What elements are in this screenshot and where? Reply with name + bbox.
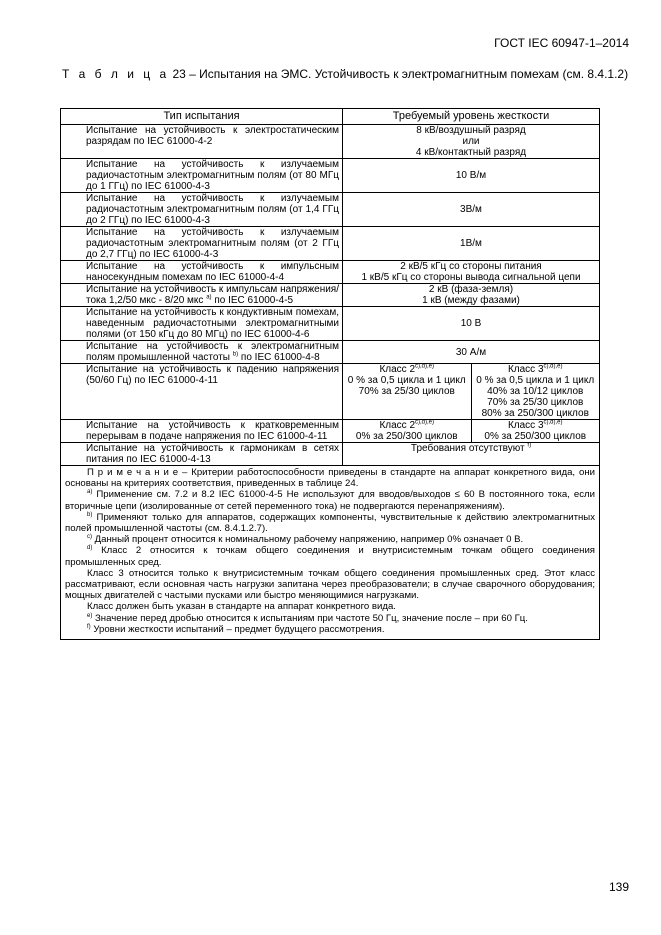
footnote	[65, 512, 595, 534]
test-text: Испытание на устойчивость к кондуктивным помехам, наведенным радиочастотными электромагнитными полями (от 150 кГц до 80 МГц) по IEC 61000-4-6	[86, 307, 339, 340]
test-type-cell	[61, 125, 343, 159]
test-description	[64, 420, 339, 442]
severity-cell	[343, 227, 600, 261]
severity-line: 8 кВ/воздушный разряд	[416, 125, 526, 136]
test-type-cell	[61, 284, 343, 307]
test-description	[64, 364, 339, 386]
severity-cell	[343, 261, 600, 284]
test-text: Испытание на устойчивость к электромагнитным полям промышленной частоты	[86, 341, 339, 363]
test-type-cell	[61, 307, 343, 341]
table-notes-row	[61, 466, 600, 640]
test-text: Испытание на устойчивость к излучаемым радиочастотным электромагнитным полям (от 2 ГГц до 2,7 ГГц) по IEC 61000-4-3	[86, 227, 339, 260]
class-title	[473, 420, 599, 431]
severity-line: 4 кВ/контактный разряд	[415, 147, 527, 158]
footnote-mark: c)	[87, 534, 92, 541]
footnote-text: Уровни жесткости испытаний – предмет будущего рассмотрения.	[93, 623, 385, 635]
interrupts-class3-cell	[471, 420, 600, 443]
severity-line: 0 % за 0,5 цикла и 1 цикл	[476, 375, 595, 386]
footnote	[65, 613, 595, 624]
footnote-mark: c),d),e)	[543, 419, 563, 426]
header-severity-level: Требуемый уровень жесткости	[343, 109, 600, 125]
test-text: Испытание на устойчивость к импульсным наносекундным помехам по IEC 61000-4-4	[86, 261, 339, 283]
class-title	[473, 364, 599, 375]
test-text: Испытание на устойчивость к падению напряжения (50/60 Гц) по IEC 61000-4-11	[86, 364, 339, 386]
table-row-harmonics	[61, 443, 600, 466]
severity-line: 30 А/м	[455, 346, 487, 358]
test-type-cell	[61, 261, 343, 284]
footnote-text: Применение см. 7.2 и 8.2 IEC 61000-4-5 Не используют для вводов/выходов ≤ 60 В постоянного тока, если вторичные цепи (изолированные от сетей переменного тока) не подвергаются перенапряжениям).	[65, 489, 595, 512]
footnote-mark: c),d),e)	[415, 363, 435, 370]
footnote	[65, 534, 595, 545]
severity-cell	[343, 193, 600, 227]
class-title	[344, 420, 470, 431]
table-row	[61, 307, 600, 341]
severity-line: 3В/м	[460, 204, 482, 215]
footnote-mark: c),d),e)	[415, 419, 435, 426]
severity-line: 80% за 250/300 циклов	[481, 408, 589, 419]
severity-line: 2 кВ/5 кГц со стороны питания	[400, 261, 542, 272]
severity-line: 70% за 25/30 циклов	[358, 386, 455, 397]
footnote	[65, 568, 595, 602]
dips-class2-cell	[343, 364, 472, 420]
test-description	[64, 341, 339, 363]
severity-line: 1 кВ (между фазами)	[422, 295, 520, 306]
test-type-cell	[61, 443, 343, 466]
test-text: Испытание на устойчивость к излучаемым радиочастотным электромагнитным полям (от 80 МГц до 1 ГГц) по IEC 61000-4-3	[86, 159, 339, 192]
footnote-mark: f)	[87, 623, 91, 630]
severity-text: Требования отсутствуют	[410, 443, 525, 454]
notes-cell	[61, 466, 600, 640]
severity-line: 0% за 250/300 циклов	[355, 431, 458, 442]
test-type-cell	[61, 159, 343, 193]
class-title	[344, 364, 470, 375]
table-caption	[62, 64, 634, 84]
test-description	[64, 125, 339, 147]
footnote-mark: c),d),e)	[543, 363, 563, 370]
test-description	[64, 443, 339, 465]
footnote	[65, 601, 595, 612]
caption-label: Т а б л и ц а	[62, 67, 170, 81]
table-row-interrupts	[61, 420, 600, 443]
footnote-mark: f)	[527, 442, 532, 449]
table-row	[61, 284, 600, 307]
footnote-text: Применяют только для аппаратов, содержащих компоненты, чувствительные к действию электромагнитных полей промышленной частоты (см. 8.4.1.2.7).	[65, 511, 596, 535]
severity-cell	[343, 125, 600, 159]
footnote-text: Класс 3 относится только к внутрисистемным точкам общего соединения промышленных сред. Этот класс рассматривают, если основная часть нагрузки запитана через преобразователи; в случае сварочного оборудования; мощных двигателей с частыми пусками или быстро меняющимися нагрузками.	[65, 567, 595, 602]
standard-designation: ГОСТ IEC 60947-1–2014	[494, 36, 629, 50]
severity-line: 1В/м	[460, 238, 482, 249]
test-text: Испытание на устойчивость к гармоникам в сетях питания по IEC 61000-4-13	[86, 443, 339, 465]
dips-class3-cell	[471, 364, 600, 420]
test-type-cell	[61, 341, 343, 364]
test-description	[64, 227, 339, 260]
table-row	[61, 193, 600, 227]
footnote-mark: а)	[87, 489, 93, 496]
interrupts-class2-cell	[343, 420, 472, 443]
test-type-cell	[61, 364, 343, 420]
test-standard-ref: по IEC 61000-4-8	[240, 352, 320, 363]
table-header-row	[61, 109, 600, 125]
footnote-text: Класс должен быть указан в стандарте на аппарат конкретного вида.	[87, 601, 396, 613]
severity-line: 40% за 10/12 циклов	[487, 386, 584, 397]
class-name: Класс 3	[507, 364, 544, 375]
test-description	[64, 284, 339, 306]
table-row	[61, 159, 600, 193]
emc-tests-table	[60, 108, 600, 640]
severity-line: 0% за 250/300 циклов	[484, 431, 587, 442]
test-description	[64, 159, 339, 192]
severity-cell	[343, 443, 600, 466]
class-name: Класс 3	[507, 420, 544, 431]
footnote	[65, 489, 595, 511]
test-description	[64, 193, 339, 226]
test-description	[64, 261, 339, 283]
footnote-text: Значение перед дробью относится к испытаниям при частоте 50 Гц, значение после – при 60 Гц.	[95, 612, 528, 624]
test-type-cell	[61, 420, 343, 443]
footnote-mark: а)	[206, 294, 212, 301]
test-type-cell	[61, 227, 343, 261]
test-description	[64, 307, 339, 340]
caption-text: 23 – Испытания на ЭМС. Устойчивость к электромагнитным помехам (см. 8.4.1.2)	[172, 67, 629, 81]
severity-line: 2 кВ (фаза-земля)	[428, 284, 514, 295]
test-type-cell	[61, 193, 343, 227]
table-row	[61, 227, 600, 261]
table-row	[61, 125, 600, 159]
severity-cell	[343, 341, 600, 364]
severity-cell	[343, 284, 600, 307]
footnote-mark: d)	[87, 545, 93, 552]
table-row-dips	[61, 364, 600, 420]
header-test-type: Тип испытания	[61, 109, 343, 125]
class-name: Класс 2	[379, 420, 416, 431]
test-standard-ref: по IEC 61000-4-5	[214, 295, 294, 306]
table-row	[61, 261, 600, 284]
footnote	[65, 545, 595, 567]
test-text: Испытание на устойчивость к излучаемым радиочастотным электромагнитным полям (от 1,4 ГГц до 2 ГГц) по IEC 61000-4-3	[86, 193, 339, 226]
severity-line: 0 % за 0,5 цикла и 1 цикл	[347, 375, 466, 386]
severity-line: 70% за 25/30 циклов	[487, 397, 584, 408]
test-text: Испытание на устойчивость к электростатическим разрядам по IEC 61000-4-2	[86, 125, 339, 147]
severity-line: 10 В	[460, 318, 482, 329]
footnote-mark: е)	[87, 612, 93, 619]
note-intro: П р и м е ч а н и е – Критерии работоспособности приведены в стандарте на аппарат конкретного вида, они основаны на критериях соответствия, приведенных в таблице 24.	[65, 467, 595, 490]
test-text: Испытание на устойчивость к кратковременным перерывам в подаче напряжения по IEC 61000-4-11	[86, 420, 339, 442]
severity-line: 1 кВ/5 кГц со стороны вывода сигнальной цепи	[361, 272, 581, 283]
severity-line	[346, 443, 596, 454]
footnote-text: Класс 2 относится к точкам общего соединения и внутрисистемным точкам общего соединения промышленных сред.	[65, 545, 595, 568]
footnote-mark: b)	[87, 511, 93, 518]
footnote-text: Данный процент относится к номинальному рабочему напряжению, например 0% означает 0 В.	[94, 534, 524, 546]
severity-cell	[343, 159, 600, 193]
test-text: Испытание на устойчивость к импульсам напряжения/тока 1,2/50 мкс - 8/20 мкс	[86, 284, 339, 306]
footnote	[65, 624, 595, 635]
severity-line: или	[462, 136, 480, 147]
footnote-mark: b)	[232, 351, 239, 358]
table-row	[61, 341, 600, 364]
severity-line: 10 В/м	[455, 170, 487, 181]
page-number: 139	[608, 880, 629, 894]
class-name: Класс 2	[379, 364, 416, 375]
severity-cell	[343, 307, 600, 341]
